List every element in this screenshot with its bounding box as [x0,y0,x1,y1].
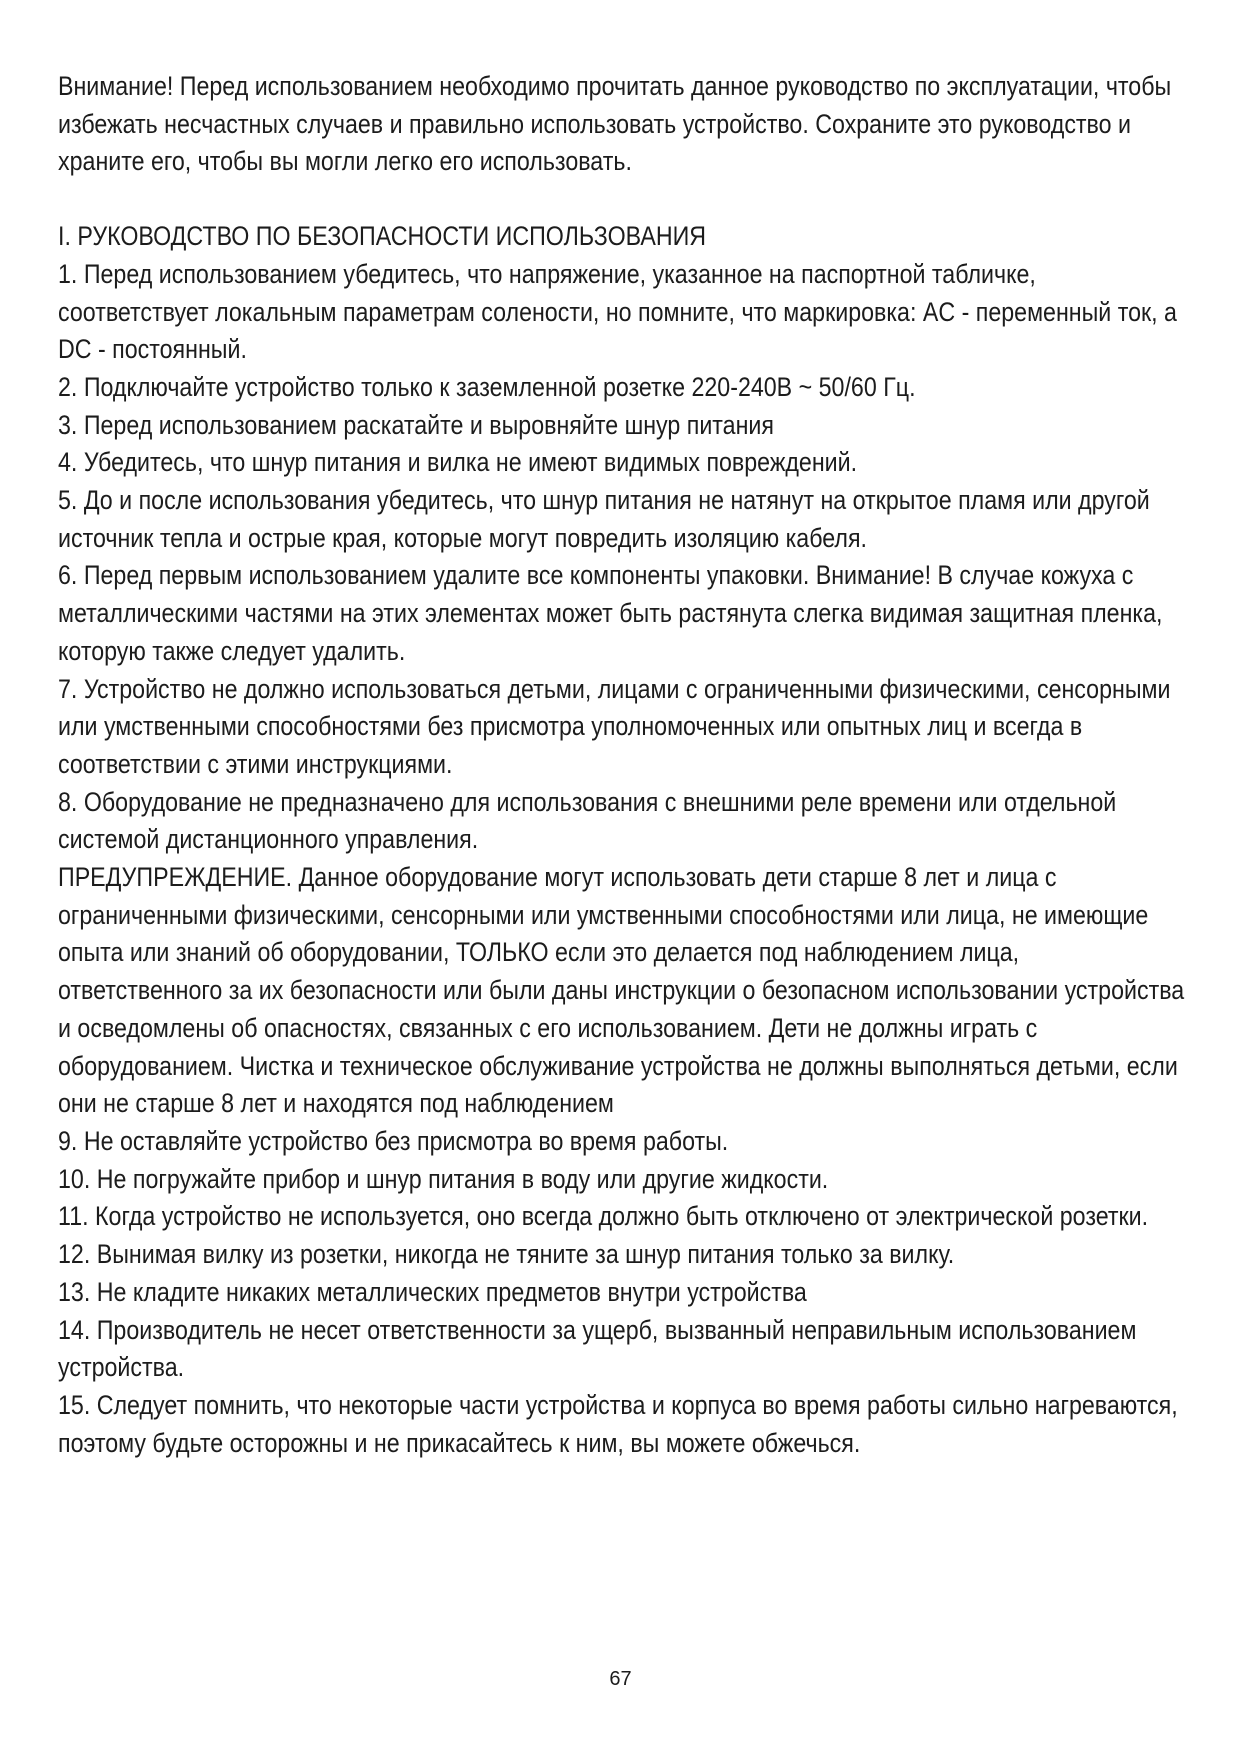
intro-paragraph: Внимание! Перед использованием необходимо прочитать данное руководство по эксплуатации, чтобы избежать несчастных случаев и правильно использовать устройство. Сохраните это руководство и храните его, чтобы вы могли легко его использовать. [58,71,1172,177]
safety-item-11: 11. Когда устройство не используется, оно всегда должно быть отключено от электрической розетки. [58,1201,1149,1232]
safety-item-13: 13. Не кладите никаких металлических предметов внутри устройства [58,1276,807,1307]
safety-item-1: 1. Перед использованием убедитесь, что напряжение, указанное на паспортной табличке, соответствует локальным параметрам солености, но помните, что маркировка: AC - переменный ток, а DC - постоянный. [58,258,1177,365]
safety-item-7: 7. Устройство не должно использоваться детьми, лицами с ограниченными физическими, сенсорными или умственными способностями без присмотра уполномоченных или опытных лиц и всегда в соответствии с этими инструкциями. [58,673,1171,779]
warning-paragraph: ПРЕДУПРЕЖДЕНИЕ. Данное оборудование могут использовать дети старше 8 лет и лица с ограниченными физическими, сенсорными или умственными способностями или лица, не имеющие опыта или знаний об оборудовании, ТОЛЬКО если это делается под наблюдением лица, ответственного за их безопасности или были даны инструкции о безопасном использовании устройства и осведомлены об опасностях, связанных с его использованием. Дети не должны играть с оборудованием. Чистка и техническое обслуживание устройства не должны выполняться детьми, если они не старше 8 лет и находятся под наблюдением [58,862,1185,1119]
section-title: I. РУКОВОДСТВО ПО БЕЗОПАСНОСТИ ИСПОЛЬЗОВАНИЯ [58,221,707,252]
safety-item-6: 6. Перед первым использованием удалите все компоненты упаковки. Внимание! В случае кожуха с металлическими частями на этих элементах может быть растянута слегка видимая защитная пленка, которую также следует удалить. [58,560,1163,666]
safety-item-3: 3. Перед использованием раскатайте и выровняйте шнур питания [58,409,774,440]
safety-item-14: 14. Производитель не несет ответственности за ущерб, вызванный неправильным использованием устройства. [58,1314,1137,1383]
safety-item-15: 15. Следует помнить, что некоторые части устройства и корпуса во время работы сильно нагреваются, поэтому будьте осторожны и не прикасайтесь к ним, вы можете обжечься. [58,1389,1178,1458]
safety-item-12: 12. Вынимая вилку из розетки, никогда не тяните за шнур питания только за вилку. [58,1239,955,1270]
safety-item-9: 9. Не оставляйте устройство без присмотра во время работы. [58,1125,729,1156]
page-content [58,68,1185,1462]
page-number: 67 [609,1668,632,1690]
safety-item-5: 5. До и после использования убедитесь, что шнур питания не натянут на открытое пламя или другой источник тепла и острые края, которые могут повредить изоляцию кабеля. [58,485,1150,553]
safety-item-10: 10. Не погружайте прибор и шнур питания в воду или другие жидкости. [58,1163,829,1194]
safety-item-4: 4. Убедитесь, что шнур питания и вилка не имеют видимых повреждений. [58,447,858,478]
safety-item-8: 8. Оборудование не предназначено для использования с внешними реле времени или отдельной системой дистанционного управления. [58,786,1117,855]
safety-item-2: 2. Подключайте устройство только к заземленной розетке 220-240В ~ 50/60 Гц. [58,371,916,402]
